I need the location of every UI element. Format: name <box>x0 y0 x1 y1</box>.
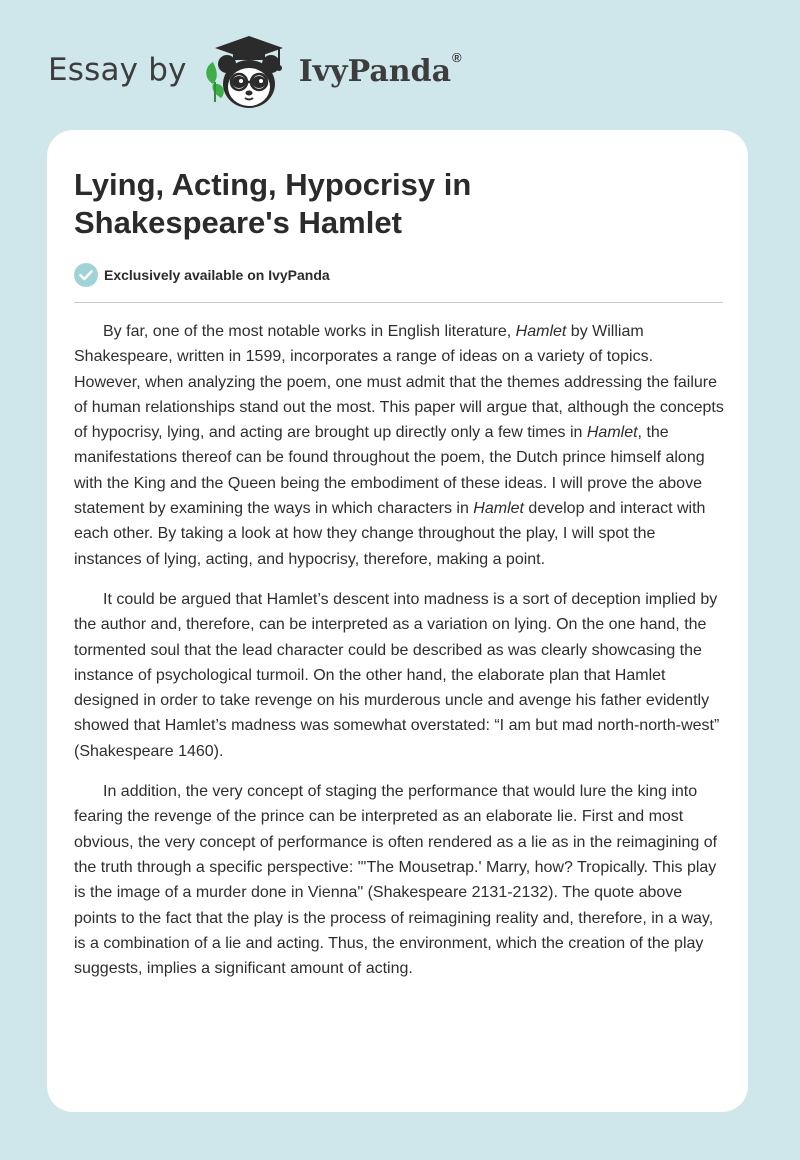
essay-body <box>74 319 724 996</box>
essay-by-label: Essay by <box>48 52 187 88</box>
essay-paragraph <box>74 319 724 572</box>
paragraph-text: develop and interact with each other. By taking a look at how they change throughout the play, I will spot the instances of lying, acting, and hypocrisy, therefore, making a point. <box>74 500 706 568</box>
paragraph-text: By far, one of the most notable works in English literature, <box>103 323 516 340</box>
essay-paragraph <box>74 587 724 764</box>
brand-name[interactable] <box>298 49 462 89</box>
italic-title-ref: Hamlet <box>586 424 638 442</box>
paragraph-text: It could be argued that Hamlet’s descent into madness is a sort of deception implied by the author and, therefore, can be interpreted as a variation on lying. On the one hand, the tormented soul that the lead character could be described as was clearly showcasing the instance of psychological turmoil. On the other hand, the elaborate plan that Hamlet designed in order to take revenge on his murderous uncle and avenge his father evidently showed that Hamlet’s madness was somewhat overstated: “I am but mad north-north-west” (Shakespeare 1460). <box>74 590 720 760</box>
brand-text: IvyPanda <box>298 53 452 89</box>
essay-title: Lying, Acting, Hypocrisy in Shakespeare's Hamlet <box>74 167 472 240</box>
panda-graduate-icon[interactable] <box>199 32 291 112</box>
divider <box>74 302 723 303</box>
italic-title-ref: Hamlet <box>515 323 567 340</box>
italic-title-ref: Hamlet <box>473 500 524 518</box>
check-badge-icon <box>74 263 98 287</box>
site-header <box>48 32 462 112</box>
paragraph-text: by William Shakespeare, written in 1599, incorporates a range of ideas on a variety of topics. However, when analyzing the poem, one must admit that the themes addressing the failure of human relationships stand out the most. This paper will argue that, although the concepts of hypocrisy, lying, and acting are brought up directly only a few times in <box>74 323 724 442</box>
exclusive-badge <box>74 263 330 287</box>
essay-paragraph <box>74 779 724 981</box>
paragraph-text: In addition, the very concept of staging the performance that would lure the king into fearing the revenge of the prince can be interpreted as an elaborate lie. First and most obvious, the very concept of performance is often rendered as a lie as in the reimagining of the truth through a specific perspective: "'The Mousetrap.' Marry, how? Tropically. This play is the image of a murder done in Vienna" (Shakespeare 2131-2132). The quote above points to the fact that the play is the process of reimagining reality and, therefore, in a way, is a combination of a lie and acting. Thus, the environment, which the creation of the play suggests, implies a significant amount of acting. <box>74 783 718 978</box>
registered-mark: ® <box>452 49 462 65</box>
paragraph-text: , the manifestations thereof can be found throughout the poem, the Dutch prince himself along with the King and the Queen being the embodiment of these ideas. I will prove the above statement by examining the ways in which characters in <box>74 424 705 518</box>
exclusive-label: Exclusively available on IvyPanda <box>104 267 330 283</box>
essay-card <box>47 130 748 1112</box>
